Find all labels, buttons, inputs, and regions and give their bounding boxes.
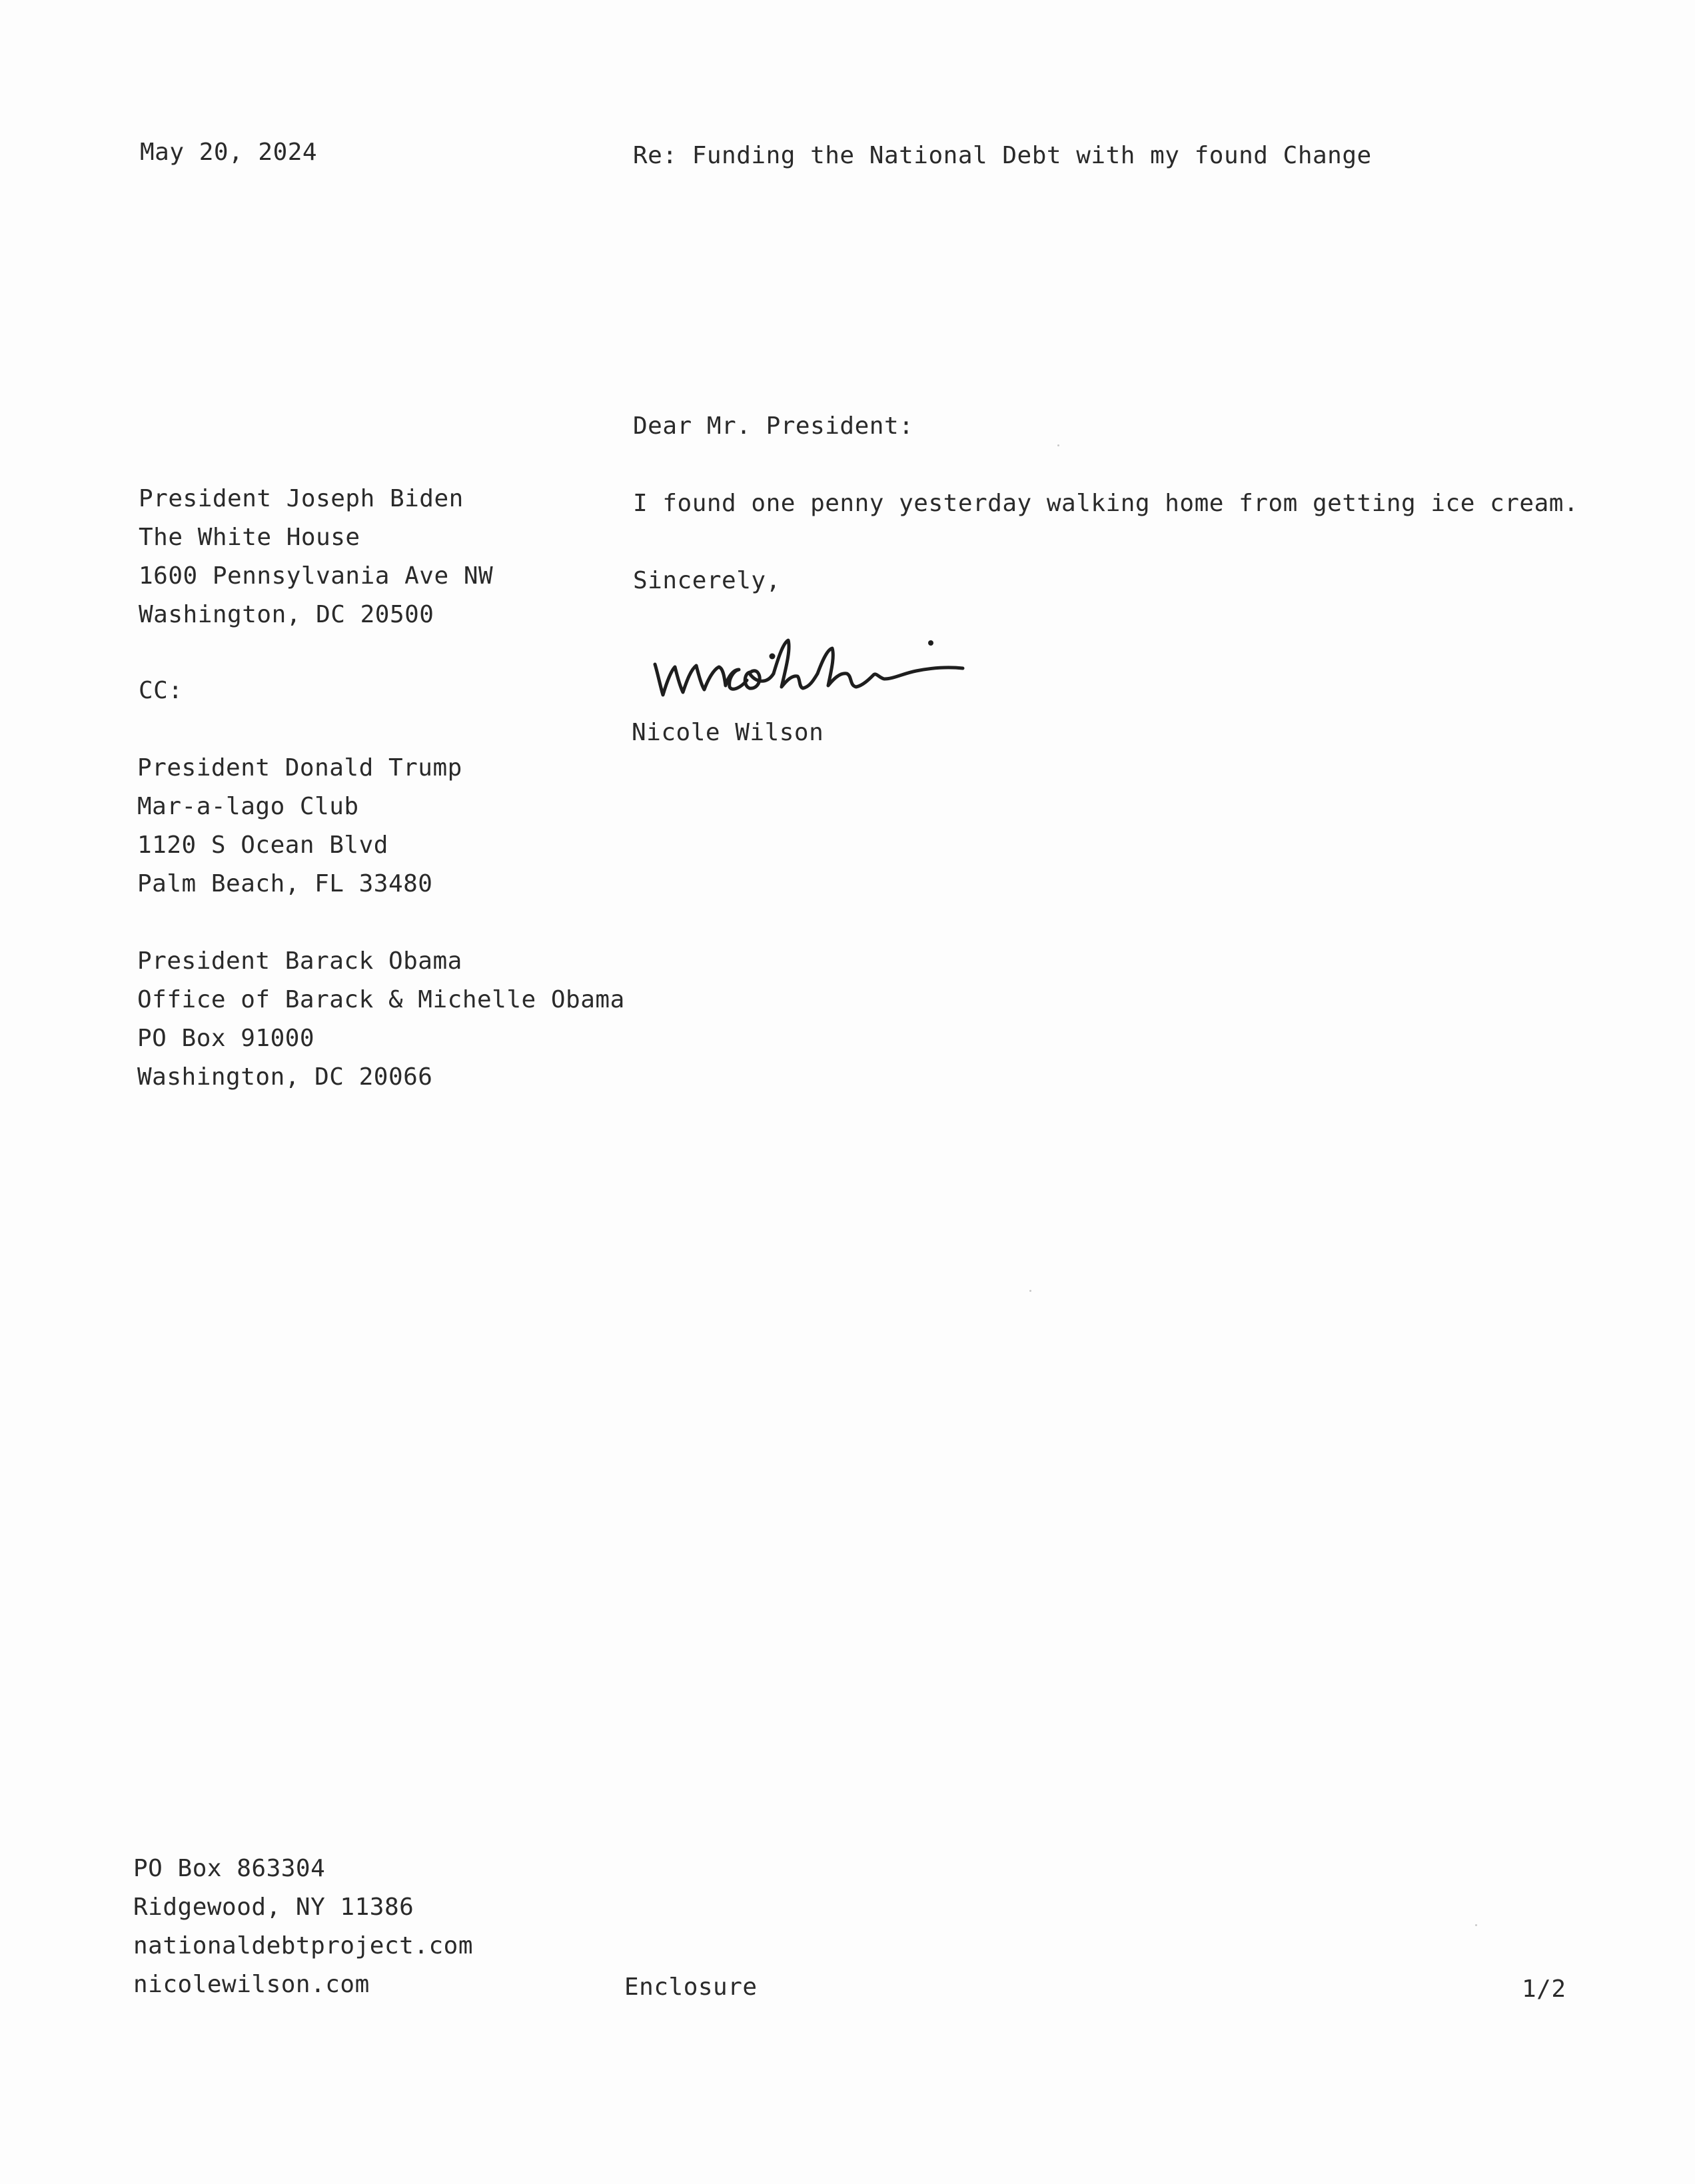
cc-recipient-organization: Office of Barack & Michelle Obama [137, 986, 625, 1013]
sender-address [133, 1850, 473, 2004]
cc-recipient-city: Palm Beach, FL 33480 [137, 870, 433, 897]
letter-subject: Re: Funding the National Debt with my found Change [633, 142, 1372, 169]
cc-recipient-street: PO Box 91000 [137, 1025, 315, 1052]
recipient-street: 1600 Pennsylvania Ave NW [139, 562, 494, 590]
closing: Sincerely, [633, 567, 781, 594]
sender-po-box: PO Box 863304 [133, 1855, 326, 1882]
enclosure-note: Enclosure [624, 1973, 758, 2001]
sender-city: Ridgewood, NY 11386 [133, 1894, 414, 1921]
scan-speck [1475, 1924, 1477, 1926]
cc-recipient-name: President Donald Trump [137, 754, 462, 782]
cc-recipient-city: Washington, DC 20066 [137, 1063, 433, 1091]
cc-recipient-address [137, 749, 462, 903]
sender-website: nationaldebtproject.com [133, 1932, 473, 1959]
body-text: I found one penny yesterday walking home from getting ice cream. [633, 490, 1579, 517]
recipient-name: President Joseph Biden [139, 485, 464, 512]
signer-name: Nicole Wilson [632, 719, 824, 746]
letter-date: May 20, 2024 [140, 139, 318, 166]
scan-speck [1057, 444, 1059, 446]
cc-recipient-address [137, 942, 625, 1097]
recipient-address [139, 480, 493, 634]
cc-recipient-name: President Barack Obama [137, 947, 462, 975]
handwritten-signature [650, 623, 969, 716]
scan-speck [1029, 1290, 1031, 1292]
cc-recipient-organization: Mar-a-lago Club [137, 793, 359, 820]
cc-recipient-street: 1120 S Ocean Blvd [137, 831, 388, 859]
recipient-organization: The White House [139, 524, 360, 551]
sender-website: nicolewilson.com [133, 1971, 370, 1998]
recipient-city: Washington, DC 20500 [139, 601, 434, 628]
salutation: Dear Mr. President: [633, 412, 914, 440]
cc-label: CC: [139, 677, 183, 704]
page-number: 1/2 [1522, 1975, 1566, 2003]
